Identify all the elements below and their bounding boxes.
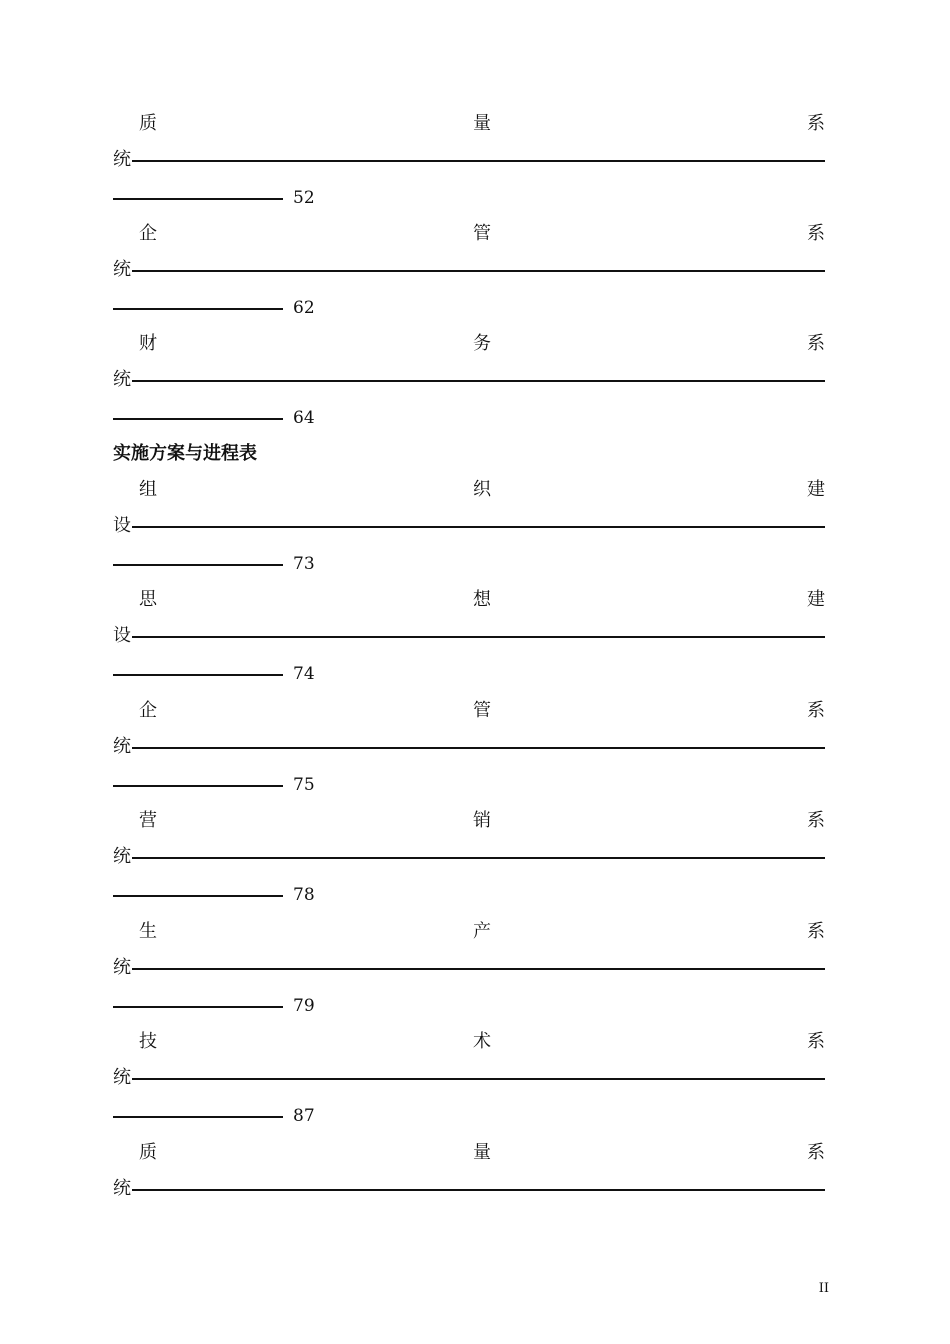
toc-char: 统 [113, 369, 131, 390]
toc-page-number: 78 [293, 885, 315, 905]
toc-char: 系 [807, 333, 825, 354]
toc-char: 企 [139, 700, 157, 721]
toc-page-number: 87 [293, 1106, 315, 1126]
toc-page-number: 79 [293, 996, 315, 1016]
toc-page-line [113, 404, 825, 432]
toc-char: 系 [807, 1142, 825, 1163]
toc-char: 务 [473, 333, 491, 354]
toc-leader-line [113, 733, 825, 761]
toc-leader-line [113, 843, 825, 871]
toc-char: 统 [113, 1067, 131, 1088]
toc-char: 系 [807, 921, 825, 942]
toc-char: 想 [473, 589, 491, 610]
toc-page-number: 75 [293, 775, 315, 795]
toc-entry-line [113, 586, 825, 614]
toc-char: 思 [139, 589, 157, 610]
toc-page-line [113, 1102, 825, 1130]
toc-char: 质 [139, 1142, 157, 1163]
toc-leader-line [113, 146, 825, 174]
toc-entry-line [113, 1139, 825, 1167]
toc-char: 销 [473, 810, 491, 831]
page-number-footer: II [818, 1281, 829, 1296]
toc-page-line [113, 881, 825, 909]
toc-page-line [113, 992, 825, 1020]
toc-char: 统 [113, 957, 131, 978]
dot-leader [132, 1078, 825, 1080]
toc-leader-line [113, 954, 825, 982]
toc-char: 设 [113, 515, 131, 536]
toc-char: 统 [113, 736, 131, 757]
toc-leader-line [113, 1064, 825, 1092]
toc-entry-line [113, 807, 825, 835]
toc-page-line [113, 660, 825, 688]
dot-leader [113, 1006, 283, 1008]
toc-char: 质 [139, 113, 157, 134]
dot-leader [113, 674, 283, 676]
dot-leader [113, 418, 283, 420]
toc-leader-line [113, 366, 825, 394]
toc-leader-line [113, 1175, 825, 1203]
toc-entry-line [113, 220, 825, 248]
toc-page-number: 64 [293, 408, 315, 428]
toc-char: 系 [807, 810, 825, 831]
toc-char: 组 [139, 479, 157, 500]
toc-char: 统 [113, 149, 131, 170]
toc-char: 技 [139, 1031, 157, 1052]
toc-char: 系 [807, 1031, 825, 1052]
toc-char: 系 [807, 223, 825, 244]
toc-char: 织 [473, 479, 491, 500]
toc-page-number: 73 [293, 554, 315, 574]
toc-char: 系 [807, 113, 825, 134]
toc-entry-line [113, 1028, 825, 1056]
toc-char: 管 [473, 700, 491, 721]
toc-entry-line [113, 697, 825, 725]
toc-char: 系 [807, 700, 825, 721]
dot-leader [113, 308, 283, 310]
toc-char: 统 [113, 259, 131, 280]
dot-leader [132, 160, 825, 162]
toc-entry-line [113, 476, 825, 504]
dot-leader [113, 895, 283, 897]
toc-char: 营 [139, 810, 157, 831]
dot-leader [132, 857, 825, 859]
toc-page-line [113, 294, 825, 322]
toc-page-number: 52 [293, 188, 315, 208]
toc-page-line [113, 184, 825, 212]
dot-leader [132, 1189, 825, 1191]
section-heading: 实施方案与进程表 [113, 443, 257, 464]
toc-char: 术 [473, 1031, 491, 1052]
dot-leader [113, 564, 283, 566]
toc-char: 建 [807, 589, 825, 610]
toc-entry-line [113, 110, 825, 138]
toc-page-number: 74 [293, 664, 315, 684]
dot-leader [132, 968, 825, 970]
toc-char: 企 [139, 223, 157, 244]
dot-leader [132, 747, 825, 749]
toc-page-line [113, 550, 825, 578]
dot-leader [132, 636, 825, 638]
toc-leader-line [113, 622, 825, 650]
toc-entry-line [113, 918, 825, 946]
toc-char: 量 [473, 1142, 491, 1163]
toc-entry-line [113, 330, 825, 358]
dot-leader [113, 1116, 283, 1118]
toc-char: 生 [139, 921, 157, 942]
dot-leader [132, 380, 825, 382]
dot-leader [113, 785, 283, 787]
toc-char: 财 [139, 333, 157, 354]
toc-char: 统 [113, 1178, 131, 1199]
toc-char: 建 [807, 479, 825, 500]
toc-page-number: 62 [293, 298, 315, 318]
dot-leader [113, 198, 283, 200]
toc-char: 统 [113, 846, 131, 867]
toc-leader-line [113, 512, 825, 540]
toc-char: 设 [113, 625, 131, 646]
dot-leader [132, 526, 825, 528]
toc-leader-line [113, 256, 825, 284]
toc-page-line [113, 771, 825, 799]
toc-char: 量 [473, 113, 491, 134]
toc-char: 产 [473, 921, 491, 942]
dot-leader [132, 270, 825, 272]
toc-char: 管 [473, 223, 491, 244]
